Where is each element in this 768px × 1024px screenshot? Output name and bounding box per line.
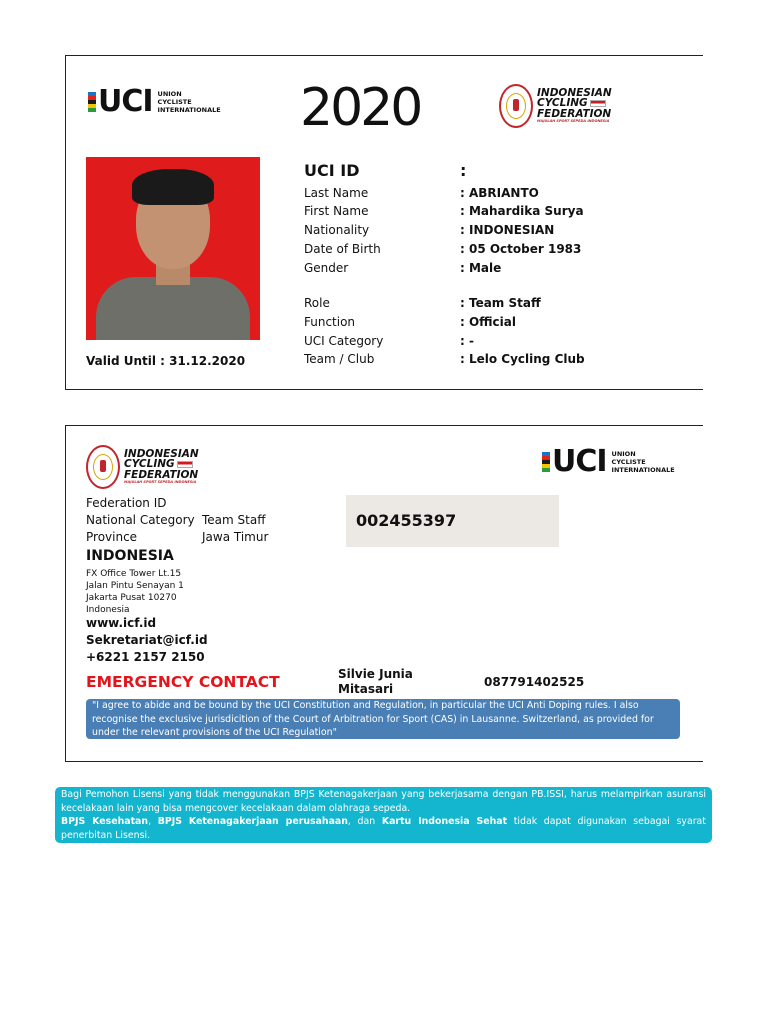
federation-id-value: 002455397 <box>356 511 457 530</box>
flag-icon <box>590 100 606 107</box>
federation-id-label: Federation ID <box>86 496 167 510</box>
notice-tail: tidak dapat digunakan sebagai syarat penerbitan Lisensi. <box>61 816 706 841</box>
icf-logo-back <box>86 445 199 489</box>
last-name-value: : ABRIANTO <box>460 186 539 200</box>
uci-rainbow-icon <box>542 452 550 472</box>
address-line: Jakarta Pusat 10270 <box>86 593 177 603</box>
address-line: FX Office Tower Lt.15 <box>86 569 182 579</box>
federation-id-box <box>346 495 559 547</box>
country: INDONESIA <box>86 548 174 564</box>
address-line: Indonesia <box>86 605 130 615</box>
notice-bold-1: BPJS Kesehatan <box>61 816 149 828</box>
email: Sekretariat@icf.id <box>86 633 208 647</box>
last-name-label: Last Name <box>304 186 369 200</box>
dob-label: Date of Birth <box>304 242 381 256</box>
icf-logo <box>499 84 612 128</box>
icf-emblem-icon <box>86 445 120 489</box>
notice-bold-2: BPJS Ketenagakerjaan perusahaan <box>157 816 348 828</box>
function-value: : Official <box>460 315 516 329</box>
flag-icon <box>177 461 193 468</box>
valid-until: Valid Until : 31.12.2020 <box>86 354 246 368</box>
uci-logo <box>88 84 221 119</box>
uci-logo-subtext: UNION CYCLISTE INTERNATIONALE <box>611 450 675 474</box>
notice-line-1: Bagi Pemohon Lisensi yang tidak menggunakan BPJS Ketenagakerjaan yang bekerjasama dengan PB.ISSI, harus melampirkan asuransi kecelakaan lain yang bisa mengcover kecelakaan dalam olahraga sepeda. <box>61 789 706 814</box>
uci-logo-letters: UCI <box>552 444 607 479</box>
uci-logo-letters: UCI <box>98 84 153 119</box>
emergency-contact-label: EMERGENCY CONTACT <box>86 673 280 691</box>
role-label: Role <box>304 296 330 310</box>
gender-value: : Male <box>460 261 502 275</box>
notice-bold-3: Kartu Indonesia Sehat <box>381 816 508 828</box>
uci-id-label: UCI ID <box>304 161 360 180</box>
emergency-contact-phone: 087791402525 <box>484 675 585 689</box>
uci-category-value: : - <box>460 334 474 348</box>
uci-category-label: UCI Category <box>304 334 384 348</box>
icf-logo-text: INDONESIAN CYCLING FEDERATION MAJULAH SPORT SEPEDA INDONESIA <box>537 86 612 124</box>
website: www.icf.id <box>86 616 157 630</box>
first-name-label: First Name <box>304 204 369 218</box>
first-name-value: : Mahardika Surya <box>460 204 584 218</box>
agreement-text: "I agree to abide and be bound by the UCI Constitution and Regulation, in particular the UCI Anti Doping rules. I also recognise the exclusive jurisdicition of the Court of Arbitration for Sport (CAS) in Lausanne. Switzerland, as provided for under the relevant provisions of the UCI Regulation" <box>86 699 680 739</box>
dob-value: : 05 October 1983 <box>460 242 582 256</box>
insurance-notice: Bagi Pemohon Lisensi yang tidak menggunakan BPJS Ketenagakerjaan yang bekerjasama dengan PB.ISSI, harus melampirkan asuransi kecelakaan lain yang bisa mengcover kecelakaan dalam olahraga sepeda. BPJS Kesehatan, BPJS Ketenagakerjaan perusahaan, dan Kartu Indonesia Sehat tidak dapat digunakan sebagai syarat penerbitan Lisensi. <box>55 787 712 843</box>
team-club-value: : Lelo Cycling Club <box>460 352 585 366</box>
phone: +6221 2157 2150 <box>86 650 205 664</box>
gender-label: Gender <box>304 261 349 275</box>
member-photo <box>86 157 260 340</box>
address-line: Jalan Pintu Senayan 1 <box>86 581 184 591</box>
icf-emblem-icon <box>499 84 533 128</box>
license-year: 2020 <box>300 78 421 138</box>
icf-logo-text: INDONESIAN CYCLING FEDERATION MAJULAH SPORT SEPEDA INDONESIA <box>124 447 199 485</box>
emergency-contact-name: Silvie Junia Mitasari <box>338 667 413 696</box>
function-label: Function <box>304 315 356 329</box>
uci-rainbow-icon <box>88 92 96 112</box>
team-club-label: Team / Club <box>304 352 375 366</box>
nationality-value: : INDONESIAN <box>460 223 555 237</box>
nationality-label: Nationality <box>304 223 370 237</box>
province-value: Jawa Timur <box>202 530 269 544</box>
role-value: : Team Staff <box>460 296 541 310</box>
national-category-value: Team Staff <box>202 513 266 527</box>
uci-logo-subtext: UNION CYCLISTE INTERNATIONALE <box>157 90 221 114</box>
province-label: Province <box>86 530 138 544</box>
uci-id-value: : <box>460 161 467 180</box>
national-category-label: National Category <box>86 513 195 527</box>
uci-logo-back <box>542 444 675 479</box>
